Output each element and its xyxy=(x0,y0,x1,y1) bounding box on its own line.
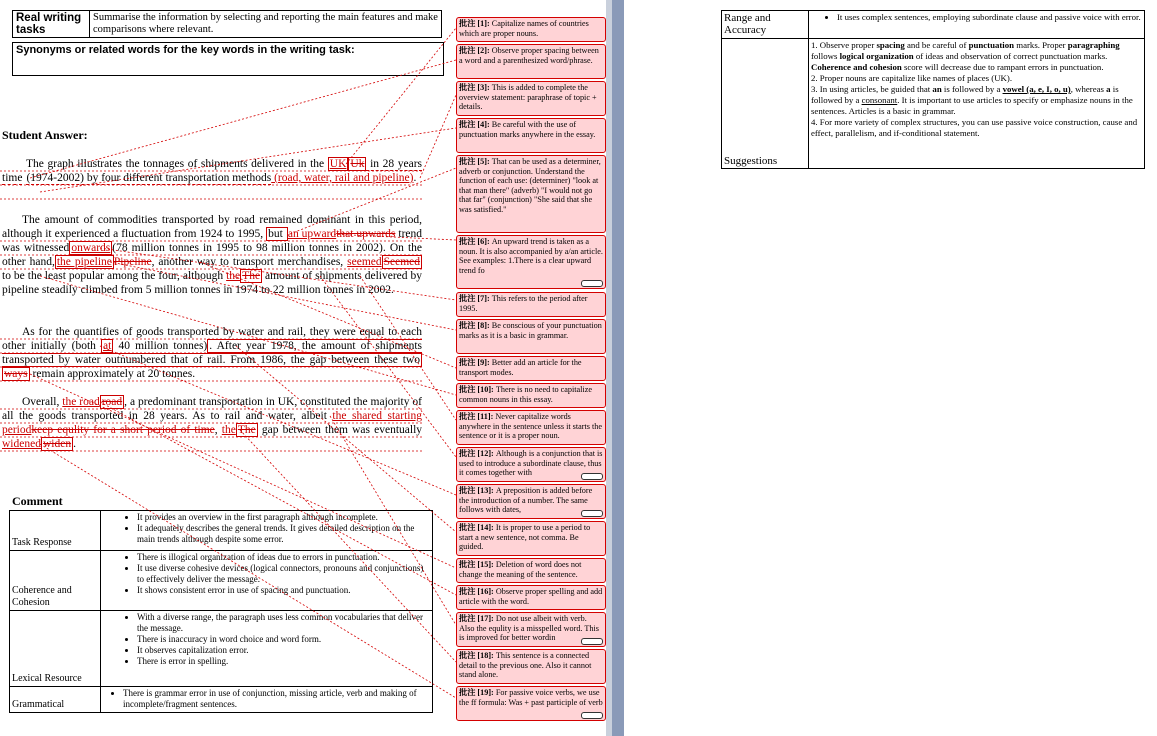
comment-balloon-13[interactable]: 批注 [13]: A preposition is added before the introduction of a number. The same follows with dates, xyxy=(456,484,606,519)
deletion: ways xyxy=(4,368,28,380)
insertion: the shared starting period xyxy=(2,410,422,436)
comment-balloon-12[interactable]: 批注 [12]: Although is a conjunction that is used to introduce a subordinate clause, thus it comes together with xyxy=(456,447,606,482)
document-page-right xyxy=(624,0,1157,736)
answer-paragraph-4[interactable]: Overall, the road road , a predominant transportation in UK, constituted the majority of all the goods transported in 28 years. As to rail and water, albeit the shared starting periodkeep equlity for a short period of time, the The gap between them was eventually widened widen . xyxy=(2,396,423,450)
range-accuracy-point: • It uses complex sentences, employing subordinate clause and passive voice with error. xyxy=(837,12,1142,23)
comment-balloon-2[interactable]: 批注 [2]: Observe proper spacing between a word and a parenthesized word/phrase. xyxy=(456,44,606,79)
comment-balloon-5[interactable]: 批注 [5]: That can be used as a determiner, adverb or conjunction. Understand the function of each use: (determiner) "look at that man there" (adverb) "I would not go that far" (conjunction) "She said that she was satisfied." xyxy=(456,155,606,233)
deletion: widen xyxy=(42,438,72,450)
deletion: Uk xyxy=(350,158,365,170)
comment-title: Comment xyxy=(12,494,63,508)
comment-balloon-1[interactable]: 批注 [1]: Capitalize names of countries which are proper nouns. xyxy=(456,17,606,42)
expand-comment-button[interactable] xyxy=(581,280,603,287)
comment-point: • There is error in spelling. xyxy=(137,656,430,667)
insertion: the road xyxy=(62,396,100,408)
criterion-lexical: Lexical Resource xyxy=(10,611,101,687)
comment-balloon-10[interactable]: 批注 [10]: There is no need to capitalize common nouns in this essay. xyxy=(456,383,606,408)
comment-balloon-3[interactable]: 批注 [3]: This is added to complete the overview statement: paraphrase of topic + details. xyxy=(456,81,606,116)
comment-balloon-8[interactable]: 批注 [8]: Be conscious of your punctuation marks as it is a basic in grammar. xyxy=(456,319,606,354)
suggestions-label: Suggestions xyxy=(722,39,809,169)
insertion: seemed xyxy=(347,256,382,268)
student-answer-label: Student Answer: xyxy=(2,128,88,142)
criterion-task-response: Task Response xyxy=(10,511,101,551)
insertion: UK xyxy=(329,158,347,170)
comment-point: • With a diverse range, the paragraph uses less common vocabularies that deliver the message. xyxy=(137,612,430,634)
comment-point: • There is grammar error in use of conjunction, missing article, verb and making of incomplete/fragment sentences. xyxy=(123,688,430,710)
insertion: the xyxy=(226,270,241,282)
criterion-coherence: Coherence and Cohesion xyxy=(10,551,101,611)
task-instruction-cell: Summarise the information by selecting and reporting the main features and make comparisons where relevant. xyxy=(90,11,442,38)
insertion: at xyxy=(103,340,112,352)
comment-point: • It adequately describes the general trends. It gives detailed description on the main trends although despite some error. xyxy=(137,523,430,545)
comment-balloon-15[interactable]: 批注 [15]: Deletion of word does not change the meaning of the sentence. xyxy=(456,558,606,583)
expand-comment-button[interactable] xyxy=(581,638,603,645)
comment-point: • It provides an overview in the first paragraph although incomplete. xyxy=(137,512,430,523)
comment-point: • There is inaccuracy in word choice and word form. xyxy=(137,634,430,645)
insertion: the pipeline xyxy=(56,256,112,268)
answer-paragraph-1[interactable]: The graph illustrates the tonnages of shipments delivered in the UK Uk in 28 years time (1974-2002) by four different transportation methods (road, water, rail and pipeline). xyxy=(2,158,422,184)
insertion: an upward xyxy=(287,228,337,240)
insertion: onwards xyxy=(71,242,111,254)
comment-balloon-17[interactable]: 批注 [17]: Do not use albeit with verb. Also the equlity is a misspelled word. This is improved for better wordin xyxy=(456,612,606,647)
comment-point: • It observes capitalization error. xyxy=(137,645,430,656)
deletion: road xyxy=(101,396,123,408)
deletion: keep equlity for a short period of time xyxy=(31,424,215,436)
expand-comment-button[interactable] xyxy=(581,510,603,517)
comment-balloon-14[interactable]: 批注 [14]: It is proper to use a period to start a new sentence, not comma. Be guided. xyxy=(456,521,606,556)
answer-paragraph-3[interactable]: As for the quantifies of goods transported by water and rail, they were equal to each other initially (both at 40 million tonnes) . After year 1978, the amount of shipments transported by water outnumbered that of rail. From 1986, the gap between these two ways remain approximately at 20 tonnes. xyxy=(2,326,422,380)
answer-paragraph-2[interactable]: The amount of commodities transported by road remained dominant in this period, although it experienced a fluctuation from 1924 to 1995, but an upwardthat upwards trend was witnessed onwards (78 million tonnes in 1995 to 98 million tonnes in 2002). On the other hand, the pipeline Pipeline, another way to transport merchandises, seemed Seemed to be the least popular among the four, although the The amount of shipments delivered by pipeline steadily climbed from 5 million tonnes in 1974 to 22 million tonnes in 2002. xyxy=(2,214,423,296)
deletion: that upwards xyxy=(336,228,396,240)
insertion: (road, water, rail and pipeline) xyxy=(271,172,414,184)
range-accuracy-label: Range and Accuracy xyxy=(722,11,809,39)
deletion: The xyxy=(237,424,256,436)
suggestions-text: 1. Observe proper spacing and be careful of punctuation marks. Proper paragraphing follows logical organization of ideas and observation of correct punctuation marks. Coherence and cohesion score will decrease due to rampant errors in punctuation. 2. Proper nouns are capitalize like names of places (UK). 3. In using articles, be guided that an is followed by a vowel (a, e, I, o, u), whereas a is followed by a consonant. It is important to use articles to specify or emphasize nouns in the sentences. Articles is a basic in grammar. 4. For more variety of complex structures, you can use passive voice construction, cause and effect, parallelism, and if-conditional statement. xyxy=(809,39,1145,169)
insertion: widened xyxy=(2,438,41,450)
expand-comment-button[interactable] xyxy=(581,473,603,480)
insertion: the xyxy=(221,424,236,436)
comment-balloon-11[interactable]: 批注 [11]: Never capitalize words anywhere in the sentence unless it starts the sentence or it is a proper noun. xyxy=(456,410,606,445)
comment-balloon-9[interactable]: 批注 [9]: Better add an article for the transport modes. xyxy=(456,356,606,381)
comment-balloon-19[interactable]: 批注 [19]: For passive voice verbs, we use the ff formula: Was + past participle of verb xyxy=(456,686,606,721)
deletion: Pipeline xyxy=(113,256,152,268)
criterion-grammatical: Grammatical xyxy=(10,687,101,713)
comment-balloon-7[interactable]: 批注 [7]: This refers to the period after 1995. xyxy=(456,292,606,317)
comment-balloon-18[interactable]: 批注 [18]: This sentence is a connected detail to the previous one. Also it cannot stand alone. xyxy=(456,649,606,684)
comment-point: • There is illogical organization of ideas due to errors in punctuation. xyxy=(137,552,430,563)
comment-point: • It use diverse cohesive devices (logical connectors, pronouns and conjunctions) to effectively deliver the message. xyxy=(137,563,430,585)
comment-balloon-4[interactable]: 批注 [4]: Be careful with the use of punctuation marks anywhere in the essay. xyxy=(456,118,606,153)
page-gutter xyxy=(612,0,624,736)
synonyms-box[interactable]: Synonyms or related words for the key words in the writing task: xyxy=(12,42,444,76)
comment-point: • It shows consistent error in use of spacing and punctuation. xyxy=(137,585,430,596)
deletion: The xyxy=(242,270,261,282)
deletion: Seemed xyxy=(383,256,421,268)
suggestions-table xyxy=(721,10,1145,169)
task-type-cell: Real writing tasks xyxy=(13,11,90,38)
comment-balloon-6[interactable]: 批注 [6]: An upward trend is taken as a noun. It is also accompanied by a/an article. See examples: 1.There is a clear upward trend fo xyxy=(456,235,606,289)
comment-balloon-16[interactable]: 批注 [16]: Observe proper spelling and add article with the word. xyxy=(456,585,606,610)
expand-comment-button[interactable] xyxy=(581,712,603,719)
